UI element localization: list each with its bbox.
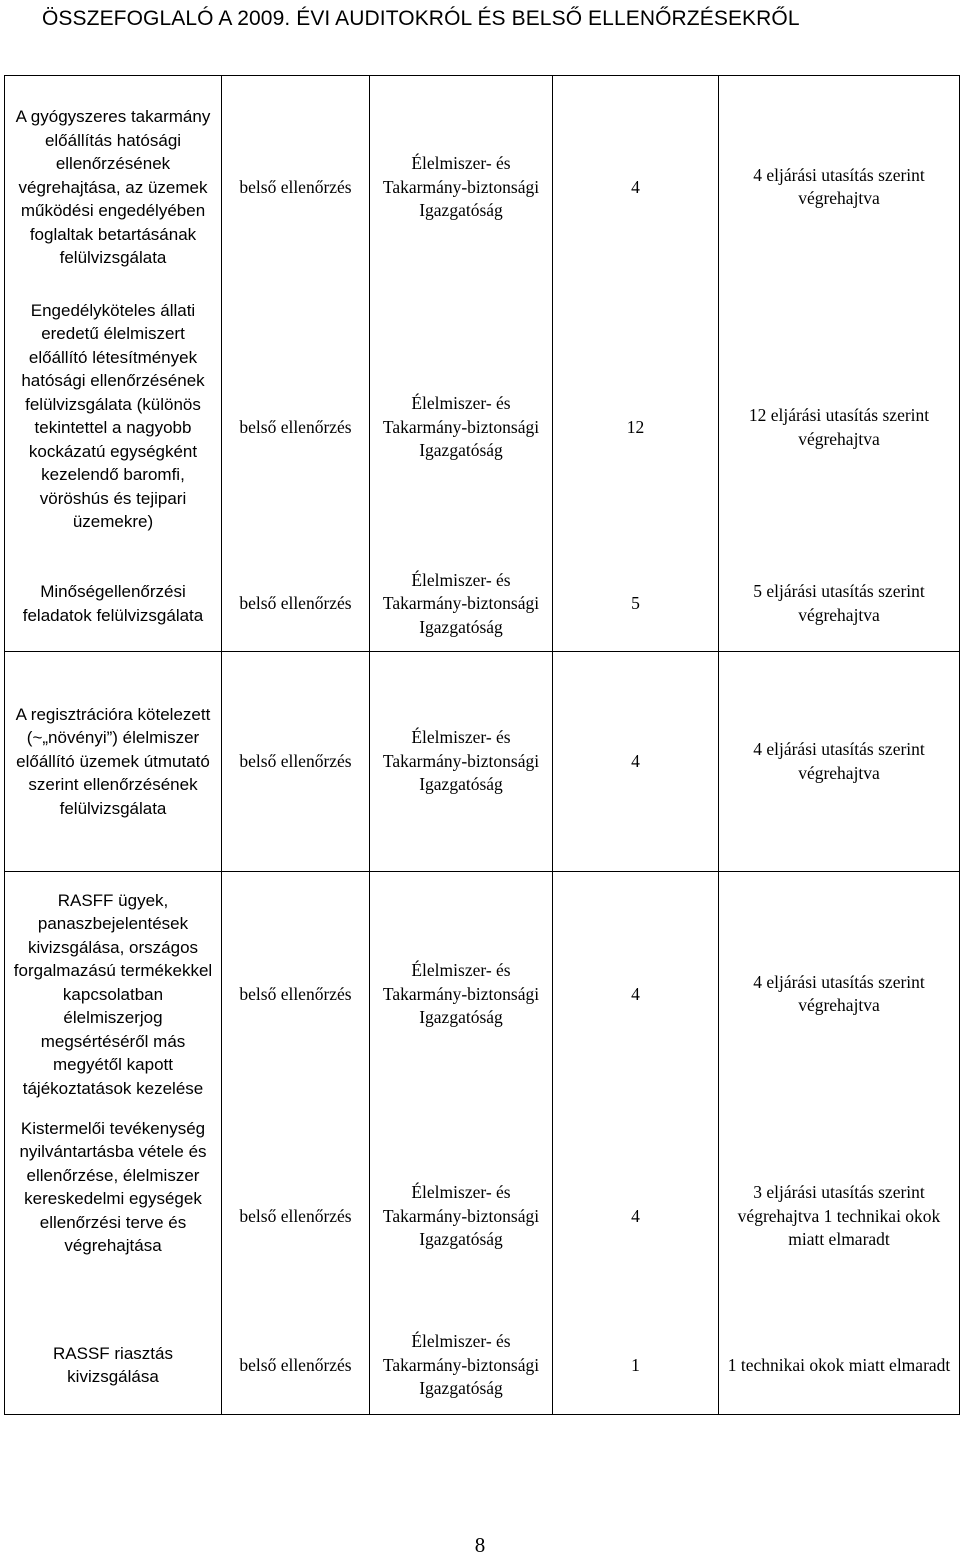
count-cell: 5 — [553, 557, 719, 652]
topic-cell: Minőségellenőrzési feladatok felülvizsgálata — [5, 557, 222, 652]
org-cell: Élelmiszer- és Takarmány-biztonsági Igazgatóság — [370, 652, 553, 872]
result-cell: 4 eljárási utasítás szerint végrehajtva — [719, 76, 960, 299]
type-cell: belső ellenőrzés — [222, 557, 370, 652]
org-cell: Élelmiszer- és Takarmány-biztonsági Igazgatóság — [370, 76, 553, 299]
result-cell: 5 eljárási utasítás szerint végrehajtva — [719, 557, 960, 652]
type-cell: belső ellenőrzés — [222, 1317, 370, 1415]
count-cell: 4 — [553, 76, 719, 299]
result-cell: 1 technikai okok miatt elmaradt — [719, 1317, 960, 1415]
count-cell: 4 — [553, 652, 719, 872]
topic-cell: A regisztrációra kötelezett (~„növényi”) élelmiszer előállító üzemek útmutató szerint ellenőrzésének felülvizsgálata — [5, 652, 222, 872]
result-cell: 4 eljárási utasítás szerint végrehajtva — [719, 872, 960, 1117]
type-cell: belső ellenőrzés — [222, 76, 370, 299]
result-cell: 12 eljárási utasítás szerint végrehajtva — [719, 299, 960, 557]
org-cell: Élelmiszer- és Takarmány-biztonsági Igazgatóság — [370, 1117, 553, 1317]
type-cell: belső ellenőrzés — [222, 1117, 370, 1317]
topic-cell: RASSF riasztás kivizsgálása — [5, 1317, 222, 1415]
org-cell: Élelmiszer- és Takarmány-biztonsági Igazgatóság — [370, 557, 553, 652]
result-cell: 4 eljárási utasítás szerint végrehajtva — [719, 652, 960, 872]
org-cell: Élelmiszer- és Takarmány-biztonsági Igazgatóság — [370, 1317, 553, 1415]
count-cell: 1 — [553, 1317, 719, 1415]
page-number: 8 — [474, 1533, 486, 1557]
topic-cell: A gyógyszeres takarmány előállítás hatósági ellenőrzésének végrehajtása, az üzemek működési engedélyében foglaltak betartásának felülvizsgálata — [5, 76, 222, 299]
topic-cell: RASFF ügyek, panaszbejelentések kivizsgálása, országos forgalmazású termékekkel kapcsolatban élelmiszerjog megsértéséről más megyétől kapott tájékoztatások kezelése — [5, 872, 222, 1117]
count-cell: 4 — [553, 1117, 719, 1317]
type-cell: belső ellenőrzés — [222, 299, 370, 557]
org-cell: Élelmiszer- és Takarmány-biztonsági Igazgatóság — [370, 872, 553, 1117]
count-cell: 12 — [553, 299, 719, 557]
type-cell: belső ellenőrzés — [222, 652, 370, 872]
count-cell: 4 — [553, 872, 719, 1117]
type-cell: belső ellenőrzés — [222, 872, 370, 1117]
page-title: ÖSSZEFOGLALÓ A 2009. ÉVI AUDITOKRÓL ÉS BELSŐ ELLENŐRZÉSEKRŐL — [42, 7, 800, 30]
topic-cell: Engedélyköteles állati eredetű élelmiszert előállító létesítmények hatósági ellenőrzésének felülvizsgálata (különös tekintettel a nagyobb kockázatú egységként kezelendő baromfi, vöröshús és tejipari üzemekre) — [5, 299, 222, 557]
org-cell: Élelmiszer- és Takarmány-biztonsági Igazgatóság — [370, 299, 553, 557]
result-cell: 3 eljárási utasítás szerint végrehajtva 1 technikai okok miatt elmaradt — [719, 1117, 960, 1317]
topic-cell: Kistermelői tevékenység nyilvántartásba vétele és ellenőrzése, élelmiszer kereskedelmi egységek ellenőrzési terve és végrehajtása — [5, 1117, 222, 1317]
audit-summary-table — [4, 75, 960, 1415]
